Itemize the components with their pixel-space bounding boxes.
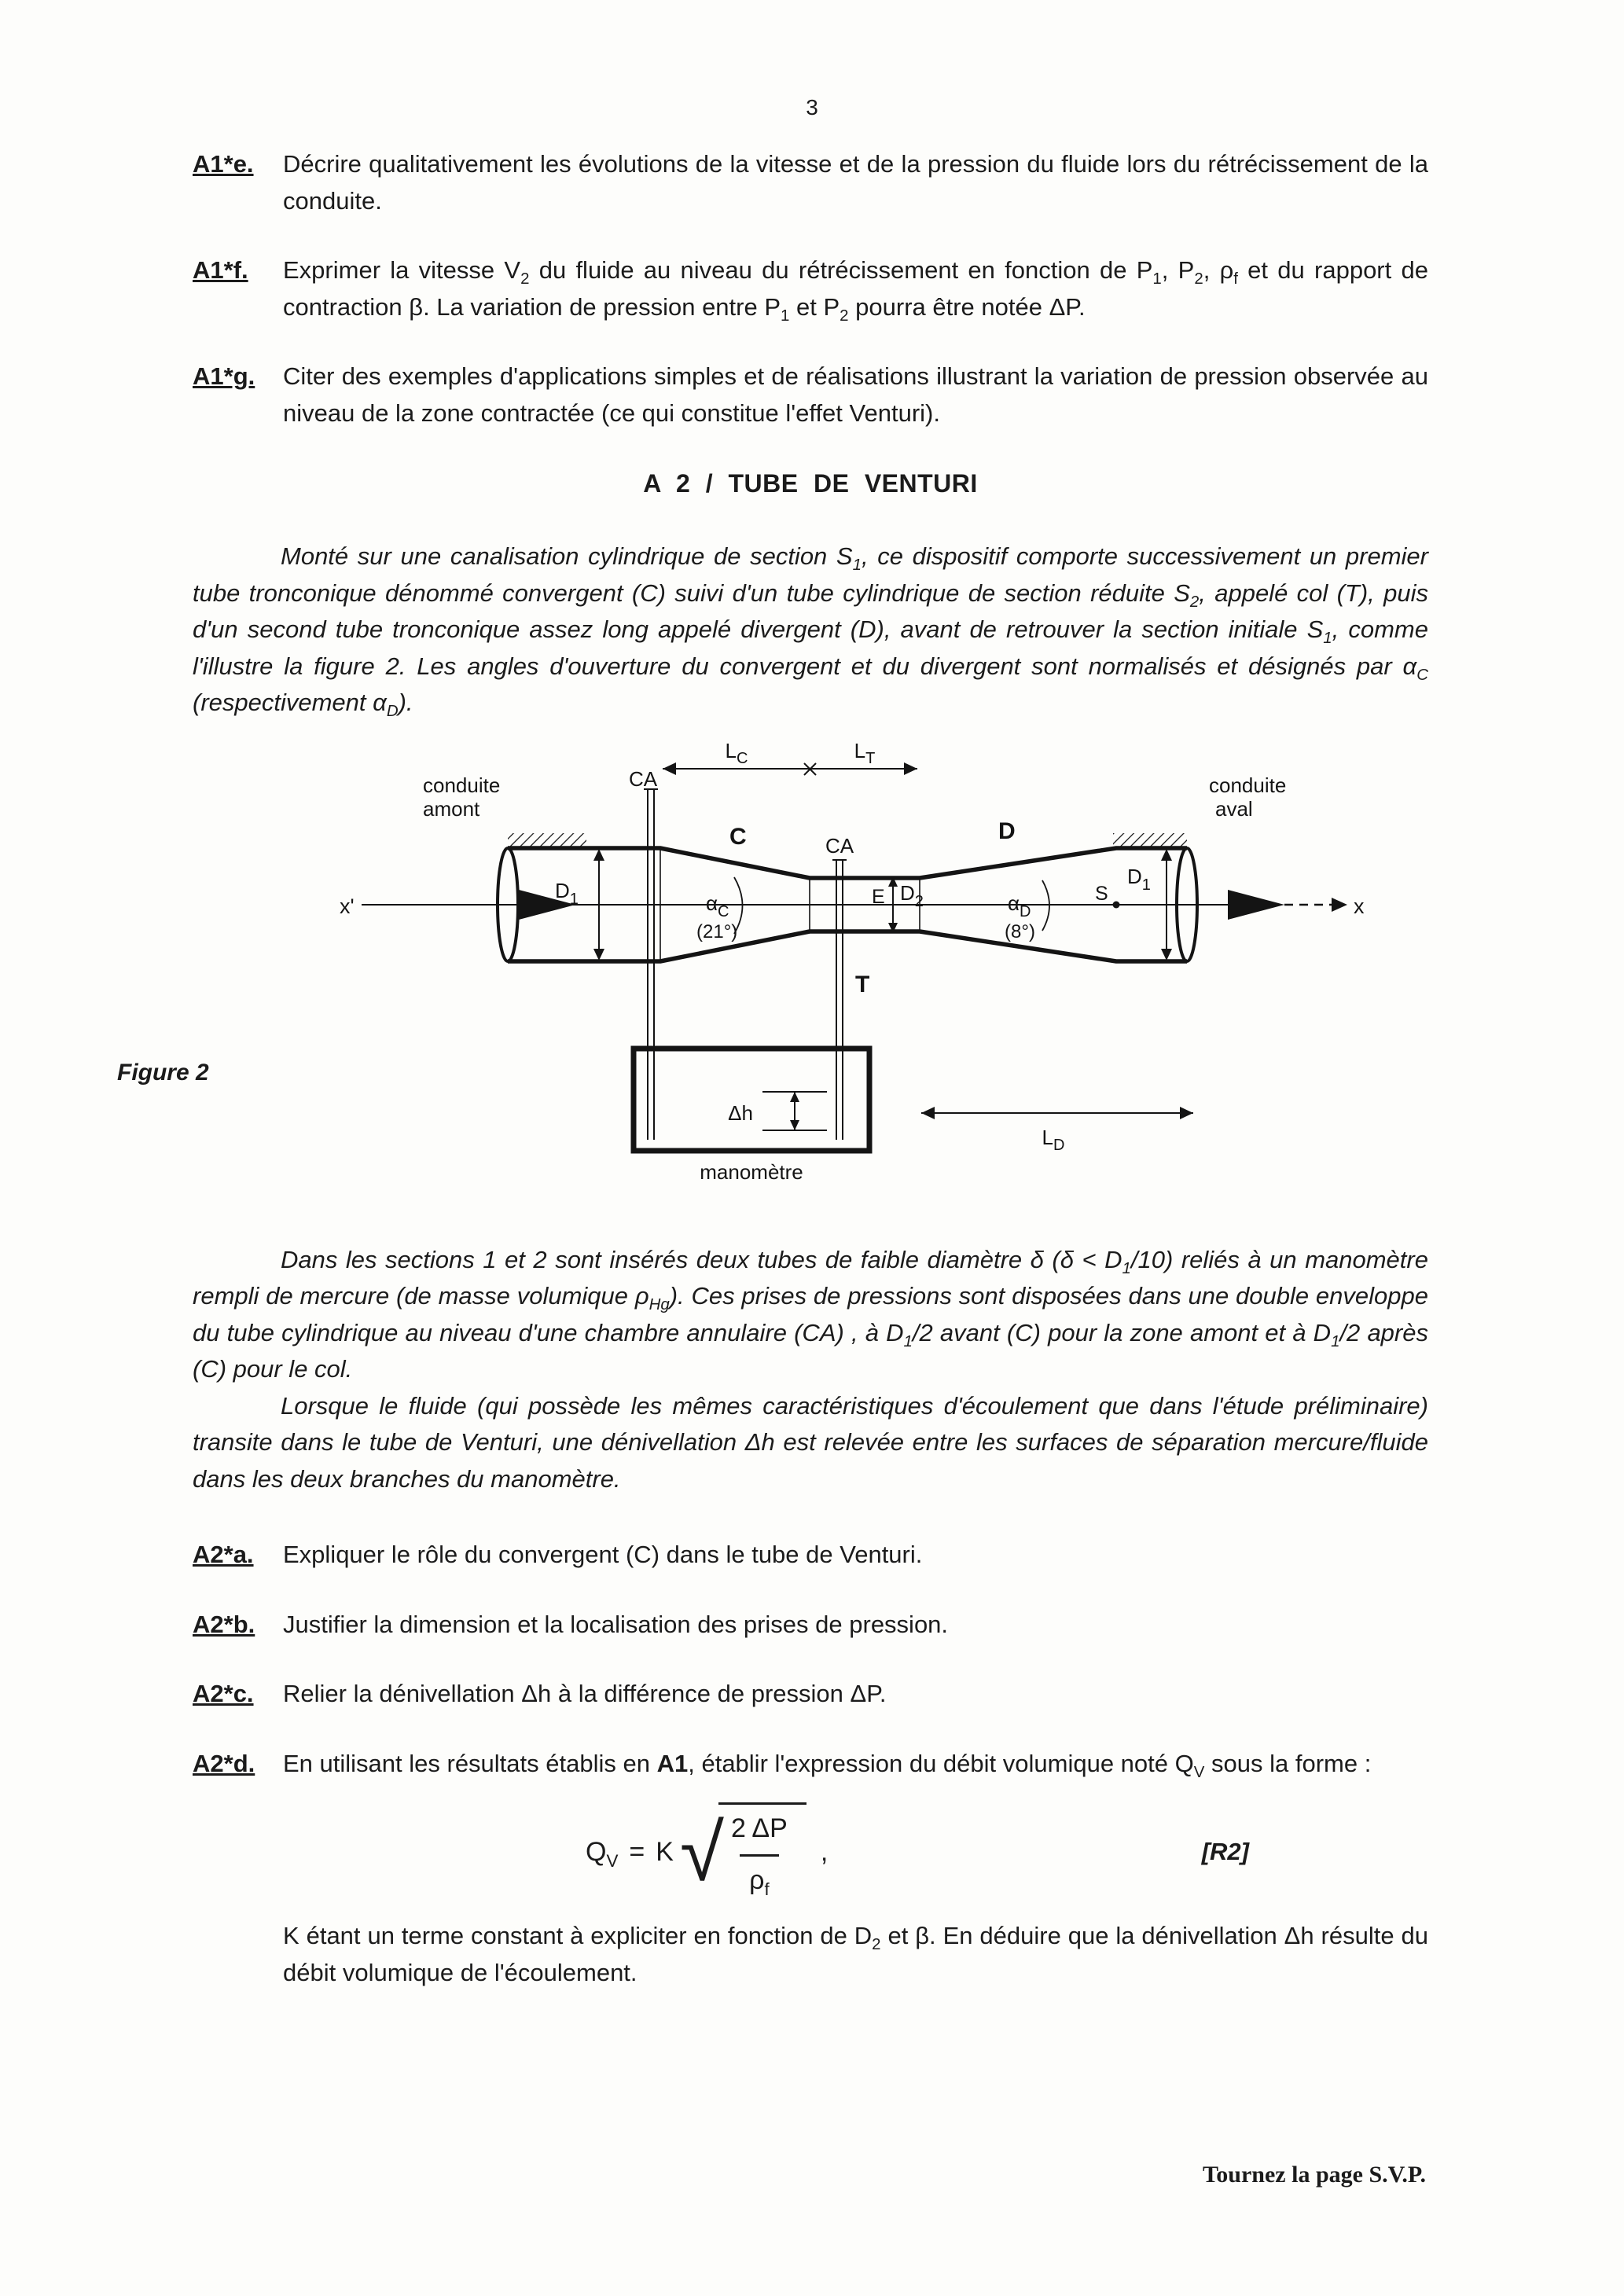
intro-paragraph: Monté sur une canalisation cylindrique de section $S_1$, ce dispositif comporte successivement un premier tube tronconique dénommé convergent (C) suivi d'un tube cylindrique de section réduite $S_2$, appelé col (T), puis d'un second tube tronconique assez long appelé divergent (D), avant de retrouver la section initiale $S_1$, comme l'illustre la figure 2. Les angles d'ouverture du convergent et du divergent sont normalisés et désignés par $\alpha_C$ (respectivement $\alpha_D$). — [193, 542, 1428, 721]
question-a2a — [193, 1537, 1428, 1574]
ld-dimension — [921, 1107, 1193, 1119]
label-alpha-c: $\alpha_C$ — [706, 891, 729, 920]
label-point-s: S — [1095, 882, 1108, 905]
label-manometer: manomètre — [700, 1159, 803, 1184]
question-a2d-body — [283, 1746, 1428, 1992]
question-a2d — [193, 1746, 1428, 1992]
fraction — [723, 1807, 795, 1902]
paragraph-manometer: Dans les sections 1 et 2 sont insérés deux tubes de faible diamètre δ $(\delta < D_1/10)$ reliés à un manomètre rempli de mercure (de masse volumique $\rho_{Hg}$). Ces prises de pressions sont disposées dans une double enveloppe du tube cylindrique au niveau d'une chambre annulaire (CA) , à $D_1/2$ avant (C) pour la zone amont et à $D_1/2$ après (C) pour le col. — [193, 1245, 1428, 1383]
wall-hatch-left — [508, 833, 586, 848]
square-root — [680, 1802, 806, 1902]
paragraph-denivellation: Lorsque le fluide (qui possède les mêmes caractéristiques d'écoulement que dans l'étude préliminaire) transite dans le tube de Venturi, une dénivellation Δh est relevée entre les surfaces de séparation mercure/fluide dans les deux branches du manomètre. — [193, 1391, 1428, 1493]
delta-h-dimension — [762, 1092, 827, 1130]
qv-formula — [586, 1802, 828, 1902]
page-content — [117, 146, 1428, 2024]
footer-turn-page: Tournez la page S.V.P. — [1203, 2162, 1426, 2188]
label-axis-left: x' — [340, 894, 355, 918]
label-alpha-d-value: (8°) — [1005, 920, 1035, 942]
label-lt: $L_T$ — [854, 743, 876, 767]
section-title-a2: A 2 / TUBE DE VENTURI — [643, 469, 978, 498]
label-convergent: C — [729, 823, 747, 850]
label-point-e: E — [872, 885, 885, 908]
radicand — [718, 1802, 806, 1902]
label-ld: $L_D$ — [1042, 1125, 1065, 1154]
venturi-diagram — [322, 744, 1376, 1196]
flow-axis — [362, 890, 1347, 920]
fraction-denominator: $\rho_f$ — [740, 1854, 779, 1902]
question-a2d-continuation: K étant un terme constant à expliciter en fonction de $D_2$ et β. En déduire que la dénivellation Δh résulte du débit volumique de l'écoulement. — [283, 1922, 1428, 1986]
label-axis-right: x — [1354, 894, 1365, 918]
equation-tag-r2: [R2] — [1201, 1838, 1249, 1866]
page-number: 3 — [806, 95, 818, 119]
length-dimensions-lc-lt — [663, 762, 917, 775]
radical-icon: √ — [679, 1807, 724, 1897]
figure-labels — [340, 744, 1365, 1184]
question-a2b-text: Justifier la dimension et la localisation des prises de pression. — [283, 1610, 949, 1638]
label-throat: T — [855, 971, 870, 997]
question-a1e-label: A1*e. — [193, 150, 254, 178]
label-d1-right: $D_1$ — [1127, 864, 1151, 894]
label-d2: $D_2$ — [900, 880, 924, 910]
point-s-dot — [1113, 901, 1120, 908]
flow-arrow-right — [1228, 890, 1284, 920]
label-ca-upstream: CA — [628, 766, 658, 791]
fraction-numerator: 2 ΔP — [730, 1813, 788, 1843]
question-a1f-text: Exprimer la vitesse $V_2$ du fluide au niveau du rétrécissement en fonction de $P_1$, $P_2$, $\rho_f$ et du rapport de contraction β. La variation de pression entre $P_1$ et $P_2$ pourra être notée ΔP. — [283, 256, 1428, 325]
question-a1f — [193, 252, 1428, 325]
label-lc: $L_C$ — [725, 743, 748, 767]
question-a1g-text: Citer des exemples d'applications simples et de réalisations illustrant la variation de pression observée au niveau de la zone contractée (ce qui constitue l'effet Venturi). — [283, 362, 1428, 427]
question-a2c — [193, 1676, 1428, 1713]
question-a2c-text: Relier la dénivellation Δh à la différence de pression ΔP. — [283, 1680, 887, 1707]
label-d1-left: $D_1$ — [555, 878, 579, 908]
axis-arrowhead — [1332, 898, 1347, 912]
formula-comma: , — [820, 1837, 829, 1867]
formula-coefficient: K — [656, 1837, 674, 1867]
questions-a2-group — [193, 1537, 1428, 1991]
question-a2d-text: En utilisant les résultats établis en A1, établir l'expression du débit volumique noté $Q_V$ sous la forme : — [283, 1749, 1372, 1781]
pressure-tap-upstream — [644, 789, 658, 1140]
question-a1e — [193, 146, 1428, 219]
wall-hatch-right — [1113, 833, 1187, 848]
question-a1e-text: Décrire qualitativement les évolutions de la vitesse et de la pression du fluide lors du rétrécissement de la conduite. — [283, 150, 1428, 215]
formula-lhs: $Q_V$ — [586, 1837, 619, 1871]
figure-2 — [117, 743, 1428, 1215]
label-conduite-aval: conduite aval — [1209, 773, 1287, 821]
label-delta-h: Δh — [728, 1100, 753, 1125]
question-a2a-text: Expliquer le rôle du convergent (C) dans le tube de Venturi. — [283, 1541, 923, 1568]
question-a2c-label: A2*c. — [193, 1680, 254, 1707]
label-conduite-amont: conduite amont — [423, 773, 501, 821]
manometer-body — [634, 1049, 869, 1151]
label-ca-throat: CA — [825, 833, 854, 858]
question-a1g-label: A1*g. — [193, 362, 255, 390]
label-alpha-c-value: (21°) — [696, 920, 738, 942]
formula-r2-row — [586, 1802, 1428, 1902]
question-a2b-label: A2*b. — [193, 1610, 255, 1638]
figure-caption: Figure 2 — [117, 1059, 209, 1086]
equals-sign: = — [629, 1837, 645, 1867]
question-a2a-label: A2*a. — [193, 1541, 254, 1568]
question-a2d-label: A2*d. — [193, 1749, 255, 1777]
pressure-tap-throat — [832, 860, 847, 1140]
question-a1f-label: A1*f. — [193, 256, 248, 284]
label-divergent: D — [998, 817, 1016, 844]
question-a2b — [193, 1607, 1428, 1644]
label-alpha-d: $\alpha_D$ — [1008, 891, 1031, 920]
question-a1g — [193, 358, 1428, 432]
